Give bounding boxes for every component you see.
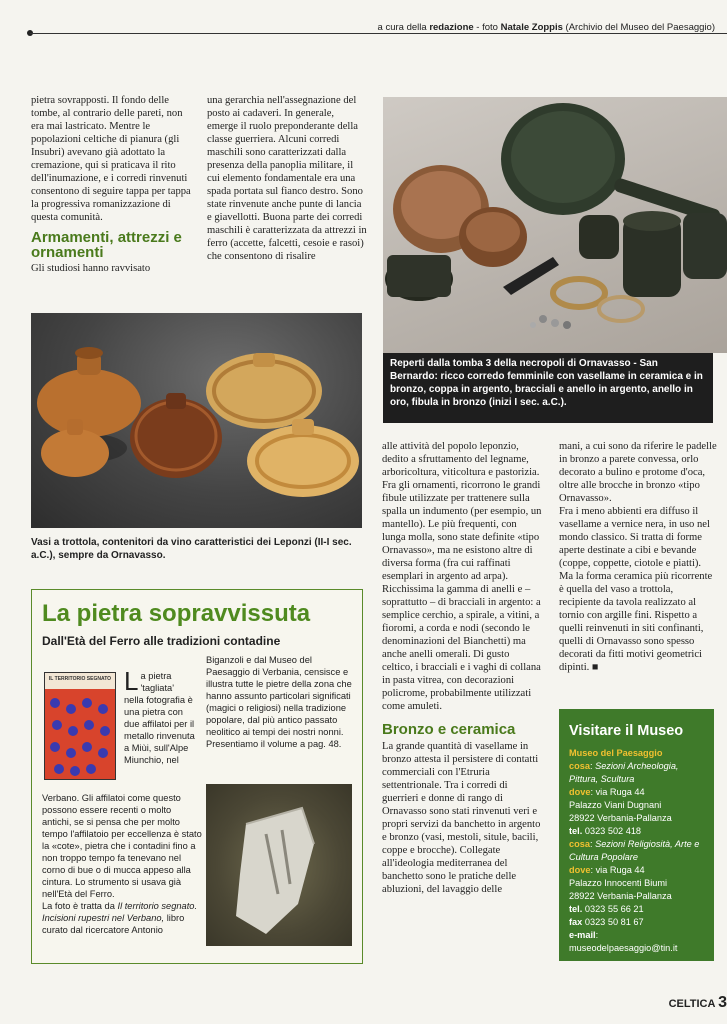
header-rule — [30, 33, 727, 34]
col3-heading: Bronzo e ceramica — [382, 721, 516, 738]
col1-paragraph: pietra sovrapposti. Il fondo delle tombe, al contrario delle pareti, non era mai lastricato. Mentre le popolazioni celtiche di pianura (gli Insubri) avevano già adottato la cremazione, qui si praticava il rito dell'inumazione, e i corredi rinvenuti consentono di seguire tappa per tappa la progressiva romanizzazione di questa comunità. — [31, 95, 191, 223]
tel-label-1: tel. — [569, 826, 583, 836]
column-2 — [207, 94, 367, 263]
col2-paragraph: una gerarchia nell'assegnazione del posto ai cadaveri. In generale, emerge il ruolo preponderante della classe guerriera. Alcuni corredi maschili sono caratterizzati dalla presenza della panoplia militare, il cui elemento fondamentale era una spada portata sul fianco destro. Sono state rinvenute anche punte di lancia e giavellotti. Buona parte dei corredi maschili è caratterizzata da attrezzi in ferro (accette, falcetti, cesoie e rasoi) che consentono di risalire — [207, 95, 367, 262]
column-1 — [31, 94, 191, 275]
page-number: 3 — [718, 994, 727, 1011]
tel-label-2: tel. — [569, 904, 583, 914]
cosa-2: Sezioni Religiosità, Arte e Cultura Popolare — [569, 839, 700, 862]
book-title: Il territorio segnato. Incisioni rupestri nel Verbano, — [42, 901, 198, 923]
credit-redazione: redazione — [429, 22, 474, 33]
museum-name: Museo del Paesaggio — [569, 748, 663, 758]
col3-paragraph-2: Fra gli ornamenti, ricorrono le grandi fibule utilizzate per trattenere sulla spalla un indumento (per esempio, un mantello). Le più frequenti, con lunga molla, sono state definite «tipo Ornavasso», ma ne esistono altre di diversa forma (fra cui raffinati esemplari in argento ad arpa). Ricchissima la gamma di anelli e – soprattutto – di bracciali in argento: a semplice cerchio, a spirale, a vitini, a fioromi, a corda e nodi (secondo le denominazioni del Bianchetti) ma anche anelli omerali. Di gusto celtico, i bracciali e i vaghi di collana in pasta vitrea, con decorazioni policrome, probabilmente utilizzati come amuleti. — [382, 480, 542, 712]
box-text-c: Biganzoli e dal Museo del Paesaggio di Verbania, censisce e illustra tutte le pietre della zona che hanno assunto particolari significati (magici o religiosi) nella tradizione popolare, dal più antico passato neolitico ai tempi dei nostri nonni. Presentiamo il volume a pag. 48. — [206, 655, 352, 749]
place-1: Palazzo Viani Dugnani — [569, 800, 662, 810]
box-text-a — [124, 666, 196, 766]
sidebar-box-pietra — [31, 589, 363, 964]
stone-illustration — [206, 784, 352, 946]
vases-illustration — [31, 313, 362, 528]
photo-stone — [206, 784, 352, 946]
dove-label-2: dove — [569, 865, 591, 875]
photo-vases — [31, 313, 362, 528]
dove-2: via Ruga 44 — [595, 865, 645, 875]
dove-1: via Ruga 44 — [595, 787, 645, 797]
box-text-c-wrap — [206, 654, 356, 750]
col4-paragraph-1: mani, a cui sono da riferire le padelle in bronzo a parete convessa, orlo decorato a bulino e protome d'oca, oltre alle brocche in bronzo «tipo Ornavasso». — [559, 441, 717, 504]
fax: 0323 50 81 67 — [584, 917, 644, 927]
caption-tomb-finds: Reperti dalla tomba 3 della necropoli di Ornavasso - San Bernardo: ricco corredo femminile con vasellame in ceramica e in bronzo, coppa in argento, bracciali e anello in argento, anello in oro, fibula in bronzo (inizi I sec. a.C.). — [390, 358, 703, 408]
credit-photographer: Natale Zoppis — [500, 22, 563, 33]
credit-mid: - foto — [473, 22, 498, 33]
credit-archive: (Archivio del Museo del Paesaggio) — [565, 22, 715, 33]
book-note-suffix: libro curato dal ricercatore Antonio — [42, 913, 185, 935]
photo-credit — [378, 22, 715, 33]
caption-tomb-finds-bg — [383, 353, 713, 423]
museum-info-box — [559, 709, 714, 961]
email-label: e-mail — [569, 930, 596, 940]
col4-paragraph-2: Fra i meno abbienti era diffuso il vasellame a vernice nera, in uso nel mondo classico. Si tratta di forme aperte destinate a cibi e bevande (coppe, coppette, ciotole e piatti). Ma la forma ceramica più ricorrente è quella del vaso a trottola, recipiente da tavola realizzato al tornio con argille fini. Rispetto a quelli reinvenuti in siti confinanti, quelli di Ornavasso sono spesso decorati da fitti motivi geometrici dipinti. — [559, 506, 713, 673]
book-note-prefix: La foto è tratta da — [42, 901, 115, 911]
museum-body: Museo del Paesaggio cosa: Sezioni Archeologia, Pittura, Scultura dove: via Ruga 44 Palazzo Viani Dugnani 28922 Verbania-Pallanza tel. 0323 502 418 cosa: Sezioni Religiosità, Arte e Cultura Popolare dove: via Ruga 44 Palazzo Innocenti Biumi 28922 Verbania-Pallanza tel. 0323 55 66 21 fax 0323 50 81 67 e-mail: museodelpaesaggio@tin.it — [569, 747, 709, 955]
book-cover-title: IL TERRITORIO SEGNATO — [48, 676, 112, 682]
col3-paragraph-1: alle attività del popolo leponzio, dedito a sfruttamento del legname, arboricoltura, viticoltura e pastorizia. — [382, 441, 540, 478]
cosa-1: Sezioni Archeologia, Pittura, Scultura — [569, 761, 679, 784]
col3-paragraph-3: La grande quantità di vasellame in bronzo attesta il persistere di contatti commerciali con l'Etruria settentrionale. Tra i corredi di guerrieri e donne di rango di Ornavasso sono stati rinvenuti veri e propri servizi da banchetto in argento e bronzo (vasi, mestoli, situle, bacili, coppe e brocche). Collegate all'ideologia mediterranea del banchetto sono le pratiche delle abluzioni, del lavaggio delle — [382, 741, 541, 895]
box-title: La pietra sopravvissuta — [42, 600, 311, 627]
credit-prefix: a cura della — [377, 22, 427, 33]
col1-heading: Armamenti, attrezzi e ornamenti — [31, 229, 182, 261]
box-subtitle: Dall'Età del Ferro alle tradizioni contadine — [42, 634, 281, 648]
tel-2: 0323 55 66 21 — [584, 904, 644, 914]
email-link[interactable]: museodelpaesaggio@tin.it — [569, 943, 678, 953]
column-3 — [382, 440, 542, 896]
place-2: Palazzo Innocenti Biumi — [569, 878, 668, 888]
caption-vases: Vasi a trottola, contenitori da vino caratteristici dei Leponzi (II-I sec. a.C.), sempre da Ornavasso. — [31, 537, 352, 561]
tel-1: 0323 502 418 — [584, 826, 642, 836]
end-mark: ■ — [591, 662, 599, 673]
fax-label: fax — [569, 917, 583, 927]
dove-label-1: dove — [569, 787, 591, 797]
drop-cap: L — [124, 666, 139, 696]
city-1: 28922 Verbania-Pallanza — [569, 813, 672, 823]
tomb-finds-illustration — [383, 97, 727, 353]
box-text-b: Verbano. Gli affilatoi come questo possono essere recenti o molto antichi, se si pensa che per molto tempo l'affilatoio per eccellenza è stato la «cote», pietra che i contadini fino a non troppo tempo fa tenevano nel corno di bue o di mucca appeso alla cintura. Lo strumento si usava già nell'Età del Ferro. — [42, 793, 202, 899]
book-cover — [44, 672, 116, 780]
photo-tomb-finds — [383, 97, 727, 353]
col1-after: Gli studiosi hanno ravvisato — [31, 263, 151, 274]
city-2: 28922 Verbania-Pallanza — [569, 891, 672, 901]
museum-title: Visitare il Museo — [569, 723, 684, 739]
box-text-b-wrap — [42, 792, 202, 936]
column-4 — [559, 440, 717, 674]
cosa-label-1: cosa — [569, 761, 590, 771]
box-text-a-rest: a pietra 'tagliata' nella fotografia è una pietra con due affilatoi per il metallo rinvenuta a Miùi, sull'Alpe Miunchio, nel — [124, 671, 195, 765]
cosa-label-2: cosa — [569, 839, 590, 849]
page-footer — [669, 994, 727, 1012]
book-cover-pattern — [45, 673, 115, 779]
magazine-name: CELTICA — [668, 998, 716, 1010]
